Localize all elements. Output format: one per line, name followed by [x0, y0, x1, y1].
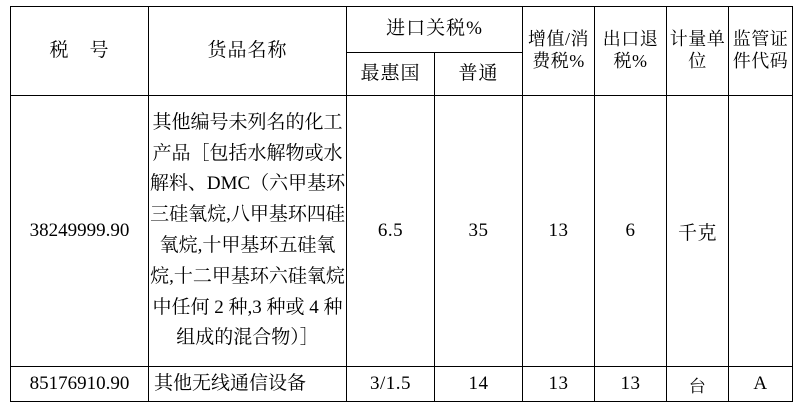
cell-code: 38249999.90 [11, 96, 149, 367]
cell-export-rebate: 13 [595, 367, 667, 402]
cell-vat: 13 [523, 96, 595, 367]
column-header-name: 货品名称 [149, 7, 347, 96]
cell-unit: 千克 [667, 96, 729, 367]
column-header-export-rebate: 出口退税% [595, 7, 667, 96]
cell-general: 14 [435, 367, 523, 402]
cell-name: 其他无线通信设备 [149, 367, 347, 402]
cell-unit: 台 [667, 367, 729, 402]
tariff-table [10, 6, 793, 402]
column-header-import-duty: 进口关税% [347, 7, 523, 53]
document-page [0, 6, 800, 413]
cell-name: 其他编号未列名的化工产品［包括水解物或水解料、DMC（六甲基环三硅氧烷,八甲基环四硅氧烷,十甲基环五硅氧烷,十二甲基环六硅氧烷中任何 2 种,3 种或 4 种组成的混合物）］ [149, 96, 347, 367]
cell-mfn: 6.5 [347, 96, 435, 367]
column-header-mfn: 最惠国 [347, 52, 435, 96]
column-header-code: 税 号 [11, 7, 149, 96]
cell-vat: 13 [523, 367, 595, 402]
column-header-general: 普通 [435, 52, 523, 96]
cell-export-rebate: 6 [595, 96, 667, 367]
cell-supervision [729, 96, 793, 367]
column-header-supervision: 监管证件代码 [729, 7, 793, 96]
cell-mfn: 3/1.5 [347, 367, 435, 402]
header-row-1 [11, 7, 793, 53]
table-header [11, 7, 793, 96]
column-header-vat: 增值/消费税% [523, 7, 595, 96]
table-row [11, 96, 793, 367]
cell-supervision: A [729, 367, 793, 402]
column-header-unit: 计量单位 [667, 7, 729, 96]
cell-general: 35 [435, 96, 523, 367]
table-row [11, 367, 793, 402]
table-body [11, 96, 793, 402]
cell-code: 85176910.90 [11, 367, 149, 402]
